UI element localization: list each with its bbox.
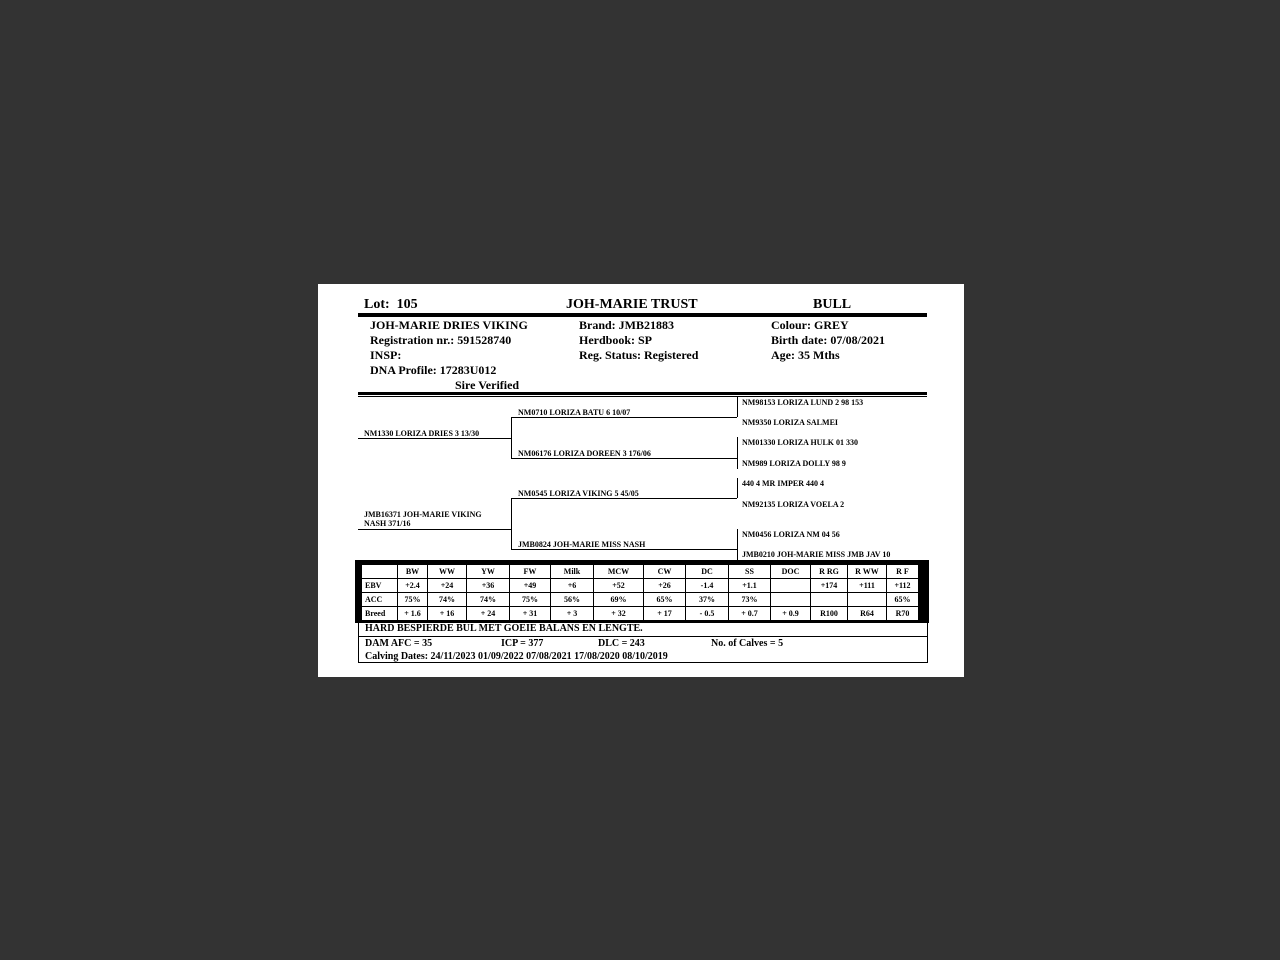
pedigree-connector <box>737 529 738 560</box>
ebv-row <box>362 593 919 607</box>
calving-dates: Calving Dates: 24/11/2023 01/09/2022 07/08/2021 17/08/2020 08/10/2019 <box>365 651 668 662</box>
pedigree-dam-dam: JMB0824 JOH-MARIE MISS NASH <box>518 540 646 549</box>
info-rule <box>358 392 927 395</box>
ebv-cell <box>848 593 887 607</box>
ebv-cell: + 17 <box>644 607 686 621</box>
ebv-cell: +111 <box>848 579 887 593</box>
lot-label-text: Lot: <box>364 297 390 312</box>
breeder-name: JOH-MARIE TRUST <box>566 297 698 312</box>
animal-info-right <box>771 318 885 363</box>
ebv-cell: + 0.9 <box>771 607 811 621</box>
ebv-cell: +2.4 <box>398 579 428 593</box>
pedigree-connector <box>511 498 512 550</box>
ebv-header-cell: R F <box>887 565 919 579</box>
icp: ICP = 377 <box>501 638 544 649</box>
no-of-calves: No. of Calves = 5 <box>711 638 784 649</box>
ebv-cell: +174 <box>811 579 848 593</box>
ebv-cell: +52 <box>594 579 644 593</box>
ebv-cell: 74% <box>467 593 510 607</box>
ebv-header-cell: CW <box>644 565 686 579</box>
pedigree-gg-2: NM9350 LORIZA SALMEI <box>742 418 839 427</box>
ebv-cell: + 0.7 <box>729 607 771 621</box>
ebv-cell: R64 <box>848 607 887 621</box>
ebv-cell: + 16 <box>428 607 467 621</box>
ebv-cell <box>771 579 811 593</box>
ebv-row <box>362 607 919 621</box>
ebv-header-cell: Milk <box>551 565 594 579</box>
pedigree-gg-8: JMB0210 JOH-MARIE MISS JMB JAV 10 <box>742 550 891 559</box>
animal-info-left <box>370 318 528 378</box>
ebv-cell: + 31 <box>510 607 551 621</box>
ebv-row <box>362 579 919 593</box>
ebv-cell: 69% <box>594 593 644 607</box>
pedigree-gg-3: NM01330 LORIZA HULK 01 330 <box>742 438 859 447</box>
lot-label <box>364 297 418 313</box>
ebv-cell: + 24 <box>467 607 510 621</box>
ebv-cell: +112 <box>887 579 919 593</box>
pedigree-line <box>358 529 512 530</box>
pedigree-dam-sire: NM0545 LORIZA VIKING 5 45/05 <box>518 489 639 498</box>
ebv-cell: 74% <box>428 593 467 607</box>
ebv-cell: 65% <box>887 593 919 607</box>
pedigree-gg-5: 440 4 MR IMPER 440 4 <box>742 479 824 488</box>
pedigree-dam <box>364 510 482 528</box>
brand: Brand: JMB21883 <box>579 318 675 332</box>
ebv-cell: + 3 <box>551 607 594 621</box>
pedigree-connector <box>737 437 738 469</box>
reg-status: Reg. Status: Registered <box>579 348 699 362</box>
insp-label: INSP: <box>370 348 402 362</box>
registration-number: Registration nr.: 591528740 <box>370 333 512 347</box>
comment: HARD BESPIERDE BUL MET GOEIE BALANS EN LENGTE. <box>365 623 643 634</box>
ebv-header-cell: FW <box>510 565 551 579</box>
pedigree-line <box>511 498 737 499</box>
pedigree-sire-sire: NM0710 LORIZA BATU 6 10/07 <box>518 408 631 417</box>
ebv-cell <box>811 593 848 607</box>
header-rule <box>358 313 927 317</box>
ebv-cell: +1.1 <box>729 579 771 593</box>
pedigree-line <box>511 549 737 550</box>
dlc: DLC = 243 <box>598 638 645 649</box>
ebv-cell: R70 <box>887 607 919 621</box>
pedigree-gg-1: NM98153 LORIZA LUND 2 98 153 <box>742 398 864 407</box>
dna-profile: DNA Profile: 17283U012 <box>370 363 497 377</box>
ebv-cell: +24 <box>428 579 467 593</box>
ebv-cell: +6 <box>551 579 594 593</box>
pedigree-dam-line1: JMB16371 JOH-MARIE VIKING <box>364 510 482 519</box>
ebv-cell <box>771 593 811 607</box>
ebv-cell: +49 <box>510 579 551 593</box>
birth-date: Birth date: 07/08/2021 <box>771 333 885 347</box>
ebv-header-cell: WW <box>428 565 467 579</box>
ebv-row-label: ACC <box>362 593 398 607</box>
ebv-header-cell: DC <box>686 565 729 579</box>
age: Age: 35 Mths <box>771 348 840 362</box>
ebv-header-cell: R WW <box>848 565 887 579</box>
pedigree-connector <box>511 417 512 459</box>
colour: Colour: GREY <box>771 318 849 332</box>
ebv-header-cell: BW <box>398 565 428 579</box>
pedigree-sire: NM1330 LORIZA DRIES 3 13/30 <box>364 429 480 438</box>
sex-label: BULL <box>813 297 852 312</box>
ebv-cell: +26 <box>644 579 686 593</box>
ebv-row-label: EBV <box>362 579 398 593</box>
pedigree-connector <box>737 478 738 498</box>
dam-afc: DAM AFC = 35 <box>365 638 433 649</box>
footer-separator <box>358 636 927 637</box>
ebv-cell: 75% <box>398 593 428 607</box>
lot-number: 105 <box>396 297 418 312</box>
pedigree-gg-7: NM0456 LORIZA NM 04 56 <box>742 530 840 539</box>
ebv-cell: R100 <box>811 607 848 621</box>
ebv-header-cell: YW <box>467 565 510 579</box>
ebv-header-cell: R RG <box>811 565 848 579</box>
pedigree-line <box>358 438 512 439</box>
ebv-cell: 65% <box>644 593 686 607</box>
ebv-header-cell: MCW <box>594 565 644 579</box>
ebv-header-cell <box>362 565 398 579</box>
ebv-cell: 37% <box>686 593 729 607</box>
ebv-row-label: Breed <box>362 607 398 621</box>
pedigree-line <box>511 417 737 418</box>
animal-info-mid <box>579 318 698 363</box>
pedigree-dam-line2: NASH 371/16 <box>364 519 411 528</box>
ebv-cell: + 1.6 <box>398 607 428 621</box>
ebv-header-cell: SS <box>729 565 771 579</box>
ebv-header-row <box>362 565 919 579</box>
ebv-cell: + 32 <box>594 607 644 621</box>
ebv-cell: - 0.5 <box>686 607 729 621</box>
animal-name: JOH-MARIE DRIES VIKING <box>370 318 528 332</box>
ebv-cell: 73% <box>729 593 771 607</box>
pedigree-sire-dam: NM06176 LORIZA DOREEN 3 176/06 <box>518 449 651 458</box>
ebv-cell: +36 <box>467 579 510 593</box>
ebv-cell: 75% <box>510 593 551 607</box>
pedigree-connector <box>737 397 738 417</box>
info-rule-thin <box>358 396 927 397</box>
ebv-table <box>361 564 919 621</box>
pedigree-gg-4: NM989 LORIZA DOLLY 98 9 <box>742 459 846 468</box>
ebv-header-cell: DOC <box>771 565 811 579</box>
ebv-cell: -1.4 <box>686 579 729 593</box>
herdbook: Herdbook: SP <box>579 333 653 347</box>
pedigree-gg-6: NM92135 LORIZA VOELA 2 <box>742 500 845 509</box>
pedigree-line <box>511 458 737 459</box>
ebv-cell: 56% <box>551 593 594 607</box>
sire-verified: Sire Verified <box>455 378 520 392</box>
